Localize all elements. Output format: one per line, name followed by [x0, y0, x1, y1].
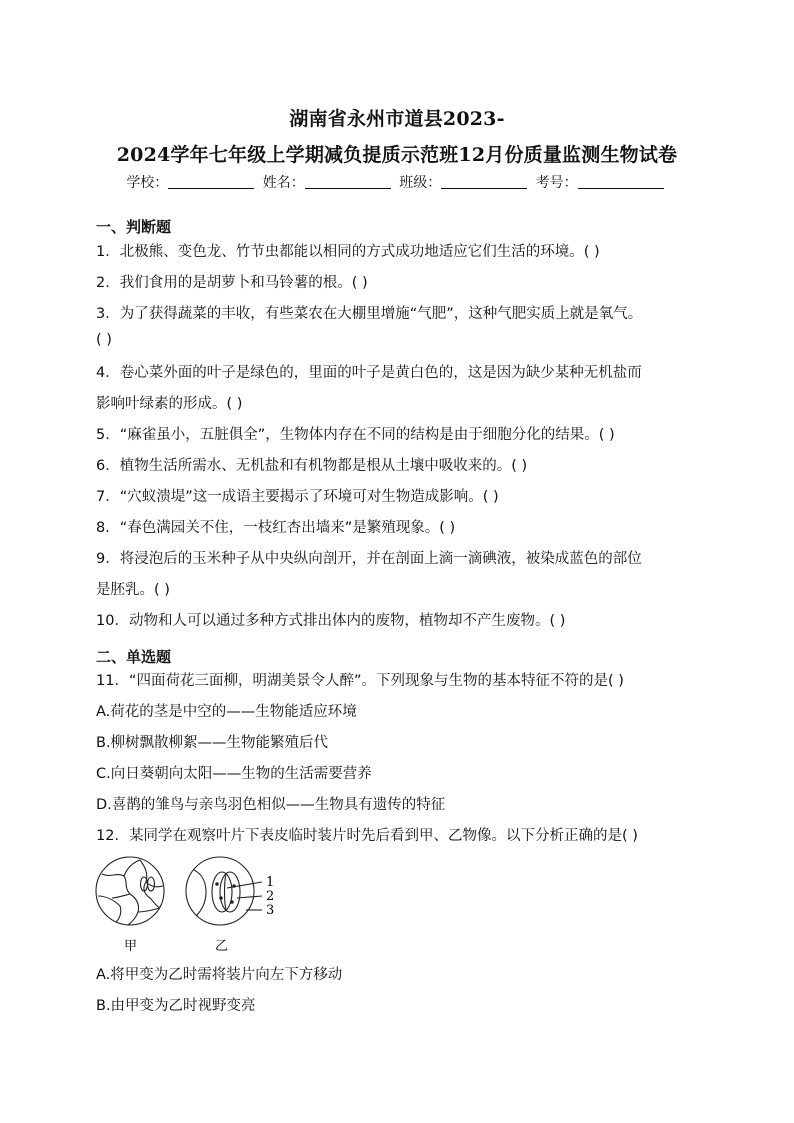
question-line: 2．我们食用的是胡萝卜和马铃薯的根。( ) — [96, 275, 368, 291]
figure-label-yi: 乙 — [215, 939, 229, 954]
exam-title-line2: 2024学年七年级上学期减负提质示范班12月份质量监测生物试卷 — [116, 144, 678, 166]
class-label: 班级： — [399, 175, 442, 191]
class-blank[interactable] — [441, 174, 527, 189]
callout-line-2 — [237, 896, 262, 898]
question-line: 12．某同学在观察叶片下表皮临时装片时先后看到甲、乙物像。以下分析正确的是( ) — [96, 828, 638, 844]
option-line: D.喜鹊的雏鸟与亲鸟羽色相似——生物具有遗传的特征 — [96, 797, 446, 813]
school-blank[interactable] — [168, 174, 254, 189]
name-blank[interactable] — [305, 174, 391, 189]
question-line: ( ) — [96, 332, 112, 348]
name-label: 姓名： — [262, 175, 305, 191]
question-line: 11．“四面荷花三面柳，明湖美景令人醉”。下列现象与生物的基本特征不符的是( ) — [96, 673, 624, 689]
option-line: C.向日葵朝向太阳——生物的生活需要营养 — [96, 766, 372, 782]
question-line: 8．“春色满园关不住，一枝红杏出墙来”是繁殖现象。( ) — [96, 520, 456, 536]
student-info-row — [0, 172, 794, 192]
question-line: 7．“穴蚁溃堤”这一成语主要揭示了环境可对生物造成影响。( ) — [96, 489, 499, 505]
question-line: 9．将浸泡后的玉米种子从中央纵向剖开，并在剖面上滴一滴碘液，被染成蓝色的部位 — [96, 551, 642, 567]
callout-label-2: 2 — [266, 889, 275, 904]
option-line: B.由甲变为乙时视野变亮 — [96, 998, 256, 1014]
exam-number-blank[interactable] — [578, 174, 664, 189]
view-yi-diagram — [186, 857, 262, 925]
callout-label-1: 1 — [266, 875, 275, 890]
question-line: 影响叶绿素的形成。( ) — [96, 396, 243, 412]
option-line: B.柳树飘散柳絮——生物能繁殖后代 — [96, 735, 329, 751]
question-line: 是胚乳。( ) — [96, 582, 170, 598]
option-line: A.将甲变为乙时需将装片向左下方移动 — [96, 967, 343, 983]
school-label: 学校： — [126, 175, 169, 191]
question-line: 6．植物生活所需水、无机盐和有机物都是根从土壤中吸收来的。( ) — [96, 458, 528, 474]
question-line: 10．动物和人可以通过多种方式排出体内的废物，植物却不产生废物。( ) — [96, 613, 566, 629]
callout-label-3: 3 — [266, 903, 275, 918]
figure-label-jia: 甲 — [124, 939, 138, 954]
callout-line-1 — [227, 882, 262, 888]
exam-number-label: 考号： — [535, 175, 578, 191]
section-title-single-choice: 二、单选题 — [96, 648, 172, 666]
view-jia-diagram — [96, 857, 164, 925]
question-line: 4．卷心菜外面的叶子是绿色的，里面的叶子是黄白色的，这是因为缺少某种无机盐而 — [96, 365, 642, 381]
exam-title-line1: 湖南省永州市道县2023- — [289, 108, 505, 130]
option-line: A.荷花的茎是中空的——生物能适应环境 — [96, 704, 357, 720]
question-line: 5．“麻雀虽小，五脏俱全”，生物体内存在不同的结构是由于细胞分化的结果。( ) — [96, 427, 615, 443]
question-line: 1．北极熊、变色龙、竹节虫都能以相同的方式成功地适应它们生活的环境。( ) — [96, 244, 600, 260]
microscope-view-figure — [94, 852, 294, 957]
question-line: 3．为了获得蔬菜的丰收，有些菜农在大棚里增施“气肥”，这种气肥实质上就是氧气。 — [96, 306, 643, 322]
section-title-judgement: 一、判断题 — [96, 218, 172, 236]
